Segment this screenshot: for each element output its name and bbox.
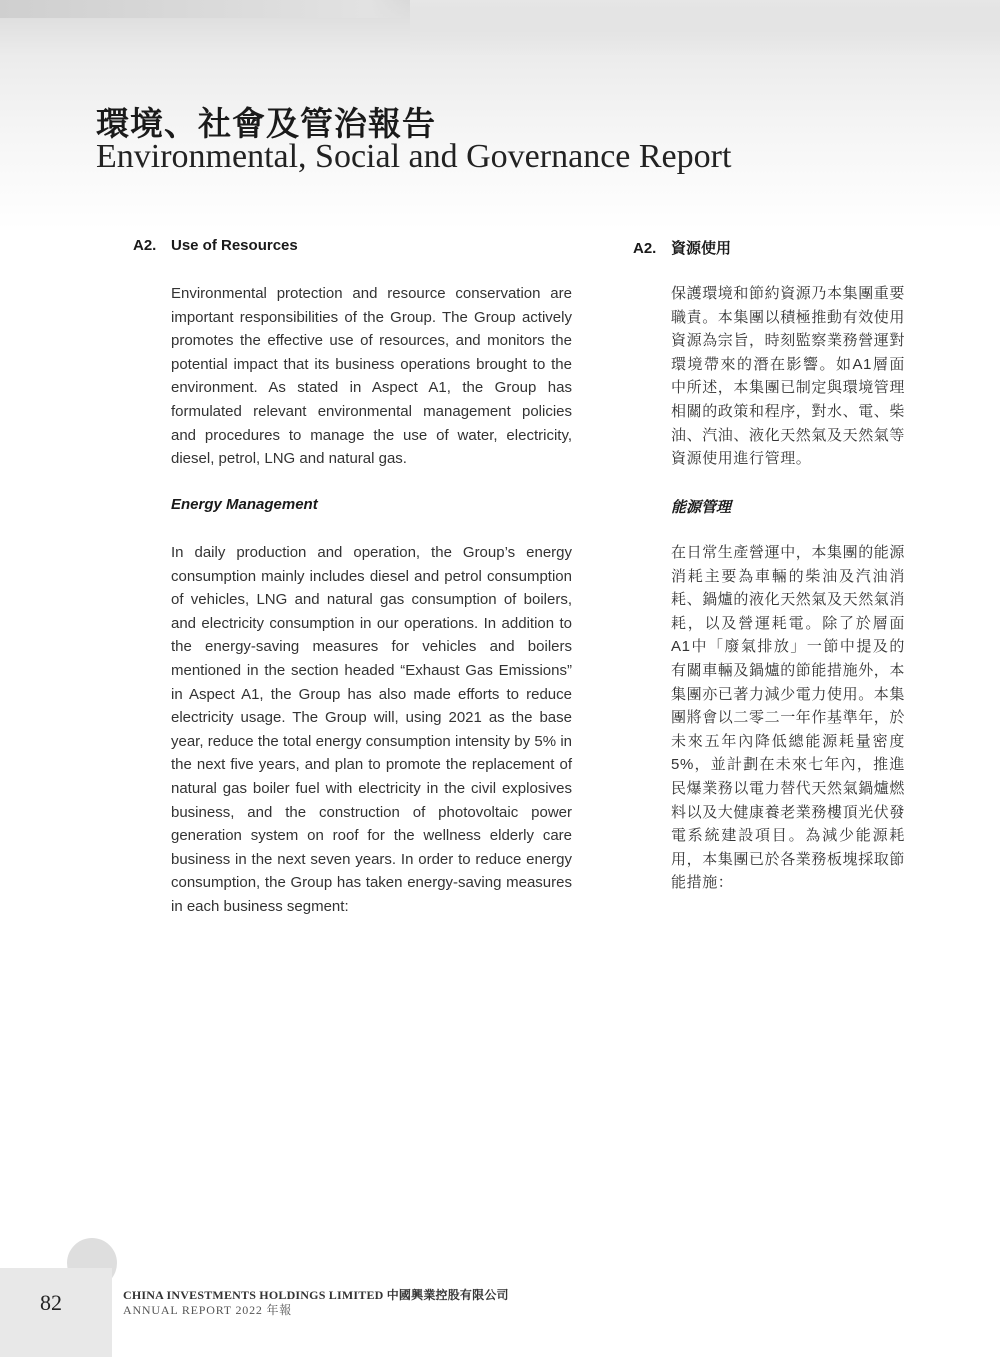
footer-report-name: ANNUAL REPORT 2022 年報 <box>123 1303 293 1317</box>
energy-paragraph-en: In daily production and operation, the Group’s energy consumption mainly includes diesel and petrol consumption of vehicles, LNG and natural gas consumption of boilers, and electricity consumption in our operations. In addition to the energy-saving measures for vehicles and boilers mentioned in the section headed “Exhaust Gas Emissions” in Aspect A1, the Group has also made efforts to reduce electricity usage. The Group will, using 2021 as the base year, reduce the total energy consumption intensity by 5% in the next five years, and plan to promote the replacement of natural gas boiler fuel with electricity in the civil explosives business, and the construction of photovoltaic power generation system on roof for the wellness elderly care business in the next seven years. In order to reduce energy consumption, the Group has taken energy-saving measures in each business segment: <box>171 544 572 915</box>
subheading-energy-zh: 能源管理 <box>671 499 732 516</box>
section-number-en: A2. <box>133 237 157 254</box>
footer-company-name: CHINA INVESTMENTS HOLDINGS LIMITED 中國興業控股有限公司 <box>123 1288 509 1302</box>
section-title-zh: 資源使用 <box>671 240 732 257</box>
energy-paragraph-zh: 在日常生產營運中，本集團的能源消耗主要為車輛的柴油及汽油消耗、鍋爐的液化天然氣及天然氣消耗，以及營運耗電。除了於層面A1中「廢氣排放」一節中提及的有關車輛及鍋爐的節能措施外，本集團亦已著力減少電力使用。本集團將會以二零二一年作基準年，於未來五年內降低總能源耗量密度5%，並計劃在未來七年內，推進民爆業務以電力替代天然氣鍋爐燃料以及大健康養老業務樓頂光伏發電系統建設項目。為減少能源耗用，本集團已於各業務板塊採取節能措施： <box>671 544 906 892</box>
section-heading-zh <box>633 237 731 258</box>
subheading-energy-en: Energy Management <box>171 496 318 513</box>
page-number: 82 <box>40 1290 62 1315</box>
intro-paragraph-en: Environmental protection and resource conservation are important responsibilities of the Group. The Group actively promotes the effective use of resources, and monitors the potential impact that its business operations brought to the environment. As stated in Aspect A1, the Group has formulated relevant environmental management policies and procedures to manage the use of water, electricity, diesel, petrol, LNG and natural gas. <box>171 285 572 468</box>
section-title-en: Use of Resources <box>171 237 298 254</box>
page-title-chinese: 環境、社會及管治報告 <box>96 104 436 143</box>
page-title-english: Environmental, Social and Governance Report <box>96 138 732 175</box>
intro-paragraph-zh: 保護環境和節約資源乃本集團重要職責。本集團以積極推動有效使用資源為宗旨，時刻監察業務營運對環境帶來的潛在影響。如A1層面中所述，本集團已制定與環境管理相關的政策和程序，對水、電、柴油、汽油、液化天然氣及天然氣等資源使用進行管理。 <box>671 285 906 468</box>
section-number-zh: A2. <box>633 240 657 257</box>
section-heading-en <box>133 237 298 254</box>
